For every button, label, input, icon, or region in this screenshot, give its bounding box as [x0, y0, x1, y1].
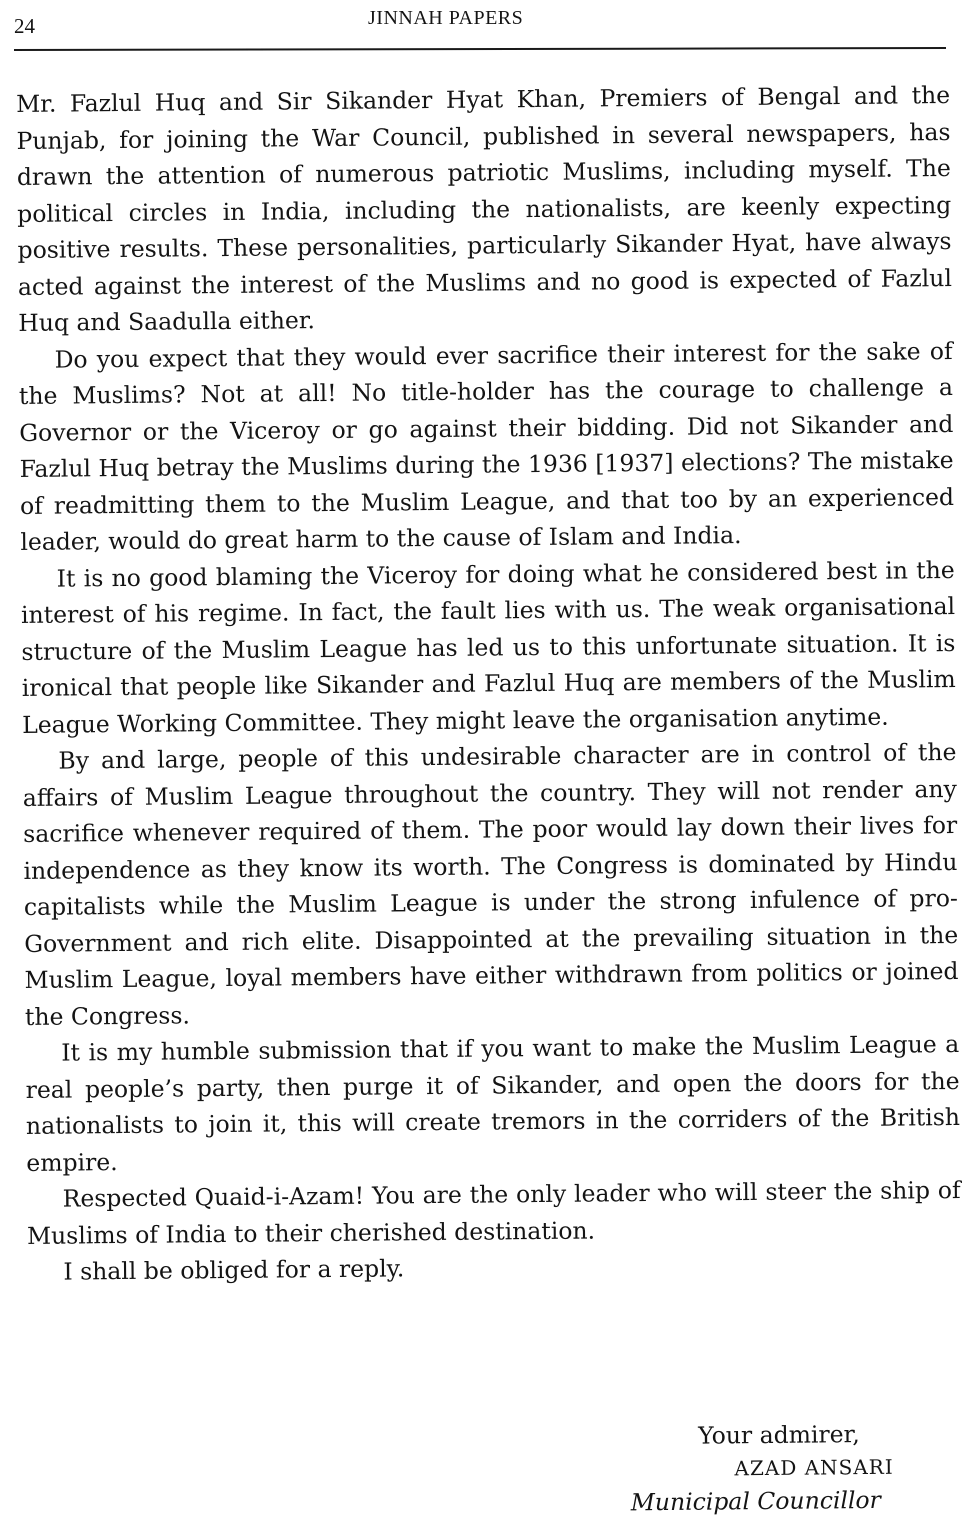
paragraph-5: It is my humble submission that if you want to make the Muslim League a real people’s party, then purge it of Sikander, and open the doors for the nationalists to join it, this will create tremors in the corriders of the British empire. [25, 1029, 961, 1177]
paragraph-7: I shall be obliged for a reply. [63, 1254, 405, 1286]
paragraph-3: It is no good blaming the Viceroy for doing what he considered best in the interest of his regime. In fact, the fault lies with us. The weak organisational structure of the Muslim League has led us to this unfortunate situation. It is ironical that people like Sikander and Fazlul Huq are members of the Muslim League Working Committee. They might leave the organisation anytime. [20, 555, 956, 739]
paragraph-1: Mr. Fazlul Huq and Sir Sikander Hyat Khan, Premiers of Bengal and the Punjab, for joining the War Council, published in several newspapers, has drawn the attention of numerous patriotic Muslims, including myself. The political circles in India, including the nationalists, are keenly expecting positive results. These personalities, particularly Sikander Hyat, have always acted against the interest of the Muslims and no good is expected of Fazlul Huq and Saadulla either. [16, 81, 953, 337]
running-title: JINNAH PAPERS [368, 7, 524, 29]
paragraph-6: Respected Quaid-i-Azam! You are the only leader who will steer the ship of Muslims of India to their cherished destination. [26, 1175, 961, 1250]
page-number: 24 [14, 14, 35, 38]
running-head [0, 0, 968, 50]
sender-title: Municipal Councillor [630, 1485, 881, 1517]
sender-name: AZAD ANSARI [734, 1454, 894, 1481]
closing-line: Your admirer, [698, 1420, 860, 1450]
paragraph-4: By and large, people of this undesirable character are in control of the affairs of Muslim League throughout the country. They will not render any sacrifice whenever required of them. The poor would lay down their lives for independence as they know its worth. The Congress is dominated by Hindu capitalists while the Muslim League is under the strong infulence of pro-Government and rich elite. Disappointed at the prevailing situation in the Muslim League, loyal members have either withdrawn from politics or joined the Congress. [22, 738, 959, 1031]
paragraph-2: Do you expect that they would ever sacrifice their interest for the sake of the Muslims? Not at all! No title-holder has the courage to challenge a Governor or the Viceroy or go against their bidding. Did not Sikander and Fazlul Huq betray the Muslims during the 1936 [1937] elections? The mistake of readmitting them to the Muslim League, and that too by an experienced leader, would do great harm to the cause of Islam and India. [18, 336, 955, 556]
header-rule [14, 47, 946, 51]
letter-body [16, 77, 962, 1290]
signature-block [560, 1416, 931, 1520]
